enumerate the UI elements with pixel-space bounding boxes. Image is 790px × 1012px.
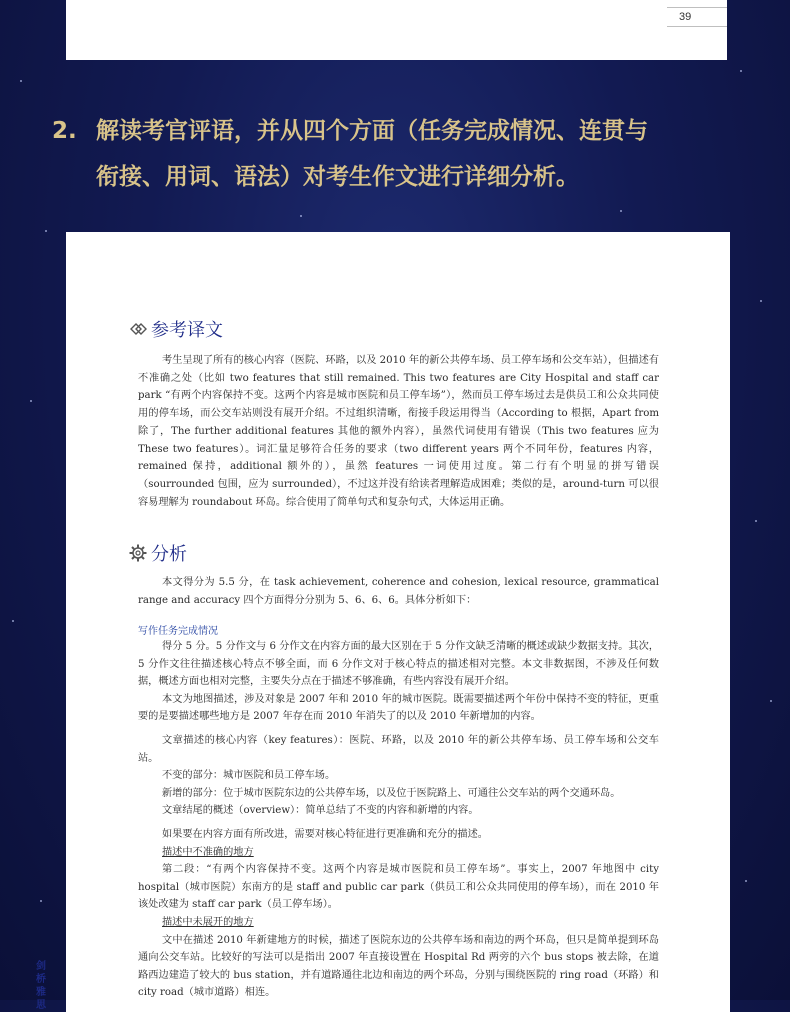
analysis-paragraph: 第二段：“有两个内容保持不变。这两个内容是城市医院和员工停车场”。事实上，2007 年地图中 city hospital（城市医院）东南方的是 staff and public car park（供员工和公众共同使用的停车场），而在 2010 年该处改建为 staff car park（员工停车场）。: [138, 864, 659, 911]
analysis-paragraph: 文中在描述 2010 年新建地方的时候，描述了医院东边的公共停车场和南边的两个环岛，但只是简单提到环岛通向公交车站。比较好的写法可以是指出 2007 年直接设置在 Hospital Rd 两旁的六个 bus stops 被去除，在道路西边建造了较大的 bus station，并有道路通往北边和南边的两个环岛，分别与围绕医院的 ring road（环路）和 city road（城市道路）相连。: [138, 934, 659, 999]
analysis-section-title: 分析: [128, 540, 187, 566]
instruction-heading: [52, 108, 752, 200]
page-number: 39: [667, 7, 727, 27]
analysis-paragraph: 得分 5 分。5 分作文与 6 分作文在内容方面的最大区别在于 5 分作文缺乏清晰的概述或缺少数据支持。其次，5 分作文往往描述核心特点不够全面，而 6 分作文对于核心特点的描述相对完整。本文非数据图，不涉及任何数据，概述方面也相对完整，主要失分点在于描述不够准确，有些内容没有展开介绍。: [138, 641, 659, 688]
inaccurate-description-heading: 描述中不准确的地方: [162, 846, 254, 858]
translation-text: 考生呈现了所有的核心内容（医院、环路，以及 2010 年的新公共停车场、员工停车场和公交车站），但描述有不准确之处（比如 two features that still remained. This two features are City Hospital and staff car park “有两个内容保持不变。这两个内容是城市医院和员工停车场”），然而员工停车场过去是供员工和公众共同使用的停车场，而公交车站则没有展开介绍。不过组织清晰，衔接手段运用得当（According to 根据，Apart from 除了，The further additional features 其他的额外内容），虽然代词使用有错误（This two features 应为 These two features）。词汇量足够符合任务的要求（two different years 两个不同年份，features 内容，remained 保持，additional 额外的），虽然 features 一词使用过度。第二行有个明显的拼写错误（sourrounded 包围，应为 surrounded），不过这并没有给读者理解造成困难；类似的是，around-turn 可以很容易理解为 roundabout 环岛。综合使用了简单句式和复杂句式，大体运用正确。: [138, 355, 659, 508]
analysis-paragraph: 如果要在内容方面有所改进，需要对核心特征进行更准确和充分的描述。: [162, 828, 488, 840]
gear-icon: [128, 543, 148, 563]
analysis-paragraph: 文章结尾的概述（overview）：简单总结了不变的内容和新增的内容。: [162, 805, 479, 817]
book-side-label: 剑桥雅思: [36, 961, 46, 1011]
analysis-paragraph: 新增的部分：位于城市医院东边的公共停车场，以及位于医院路上、可通往公交车站的两个交通环岛。: [162, 787, 621, 799]
analysis-paragraph: 本文为地图描述，涉及对象是 2007 年和 2010 年的城市医院。既需要描述两个年份中保持不变的特征，更重要的是要描述哪些地方是 2007 年存在而 2010 年消失了的以及 2010 年新增加的内容。: [138, 693, 659, 723]
undeveloped-description-heading: 描述中未展开的地方: [162, 916, 254, 928]
analysis-paragraph: 文章描述的核心内容（key features）：医院、环路，以及 2010 年的新公共停车场、员工停车场和公交车站。: [138, 734, 659, 764]
book-page: [66, 232, 730, 1012]
analysis-intro: 本文得分为 5.5 分，在 task achievement, coherence and cohesion, lexical resource, grammatical range and accuracy 四个方面得分分别为 5、6、6、6。具体分析如下：: [138, 577, 659, 606]
heading-line-1: 2. 解读考官评语，并从四个方面（任务完成情况、连贯与: [52, 108, 752, 154]
heading-line-2: 衔接、用词、语法）对考生作文进行详细分析。: [96, 164, 579, 190]
task-achievement-heading: 写作任务完成情况: [138, 626, 218, 637]
diamond-tag-icon: [128, 319, 148, 339]
heading-number: 2.: [52, 118, 77, 144]
analysis-body: [138, 638, 659, 1002]
translation-section-title: 参考译文: [128, 316, 223, 342]
previous-page-strip: [66, 0, 727, 60]
analysis-paragraph: 不变的部分：城市医院和员工停车场。: [162, 770, 336, 782]
